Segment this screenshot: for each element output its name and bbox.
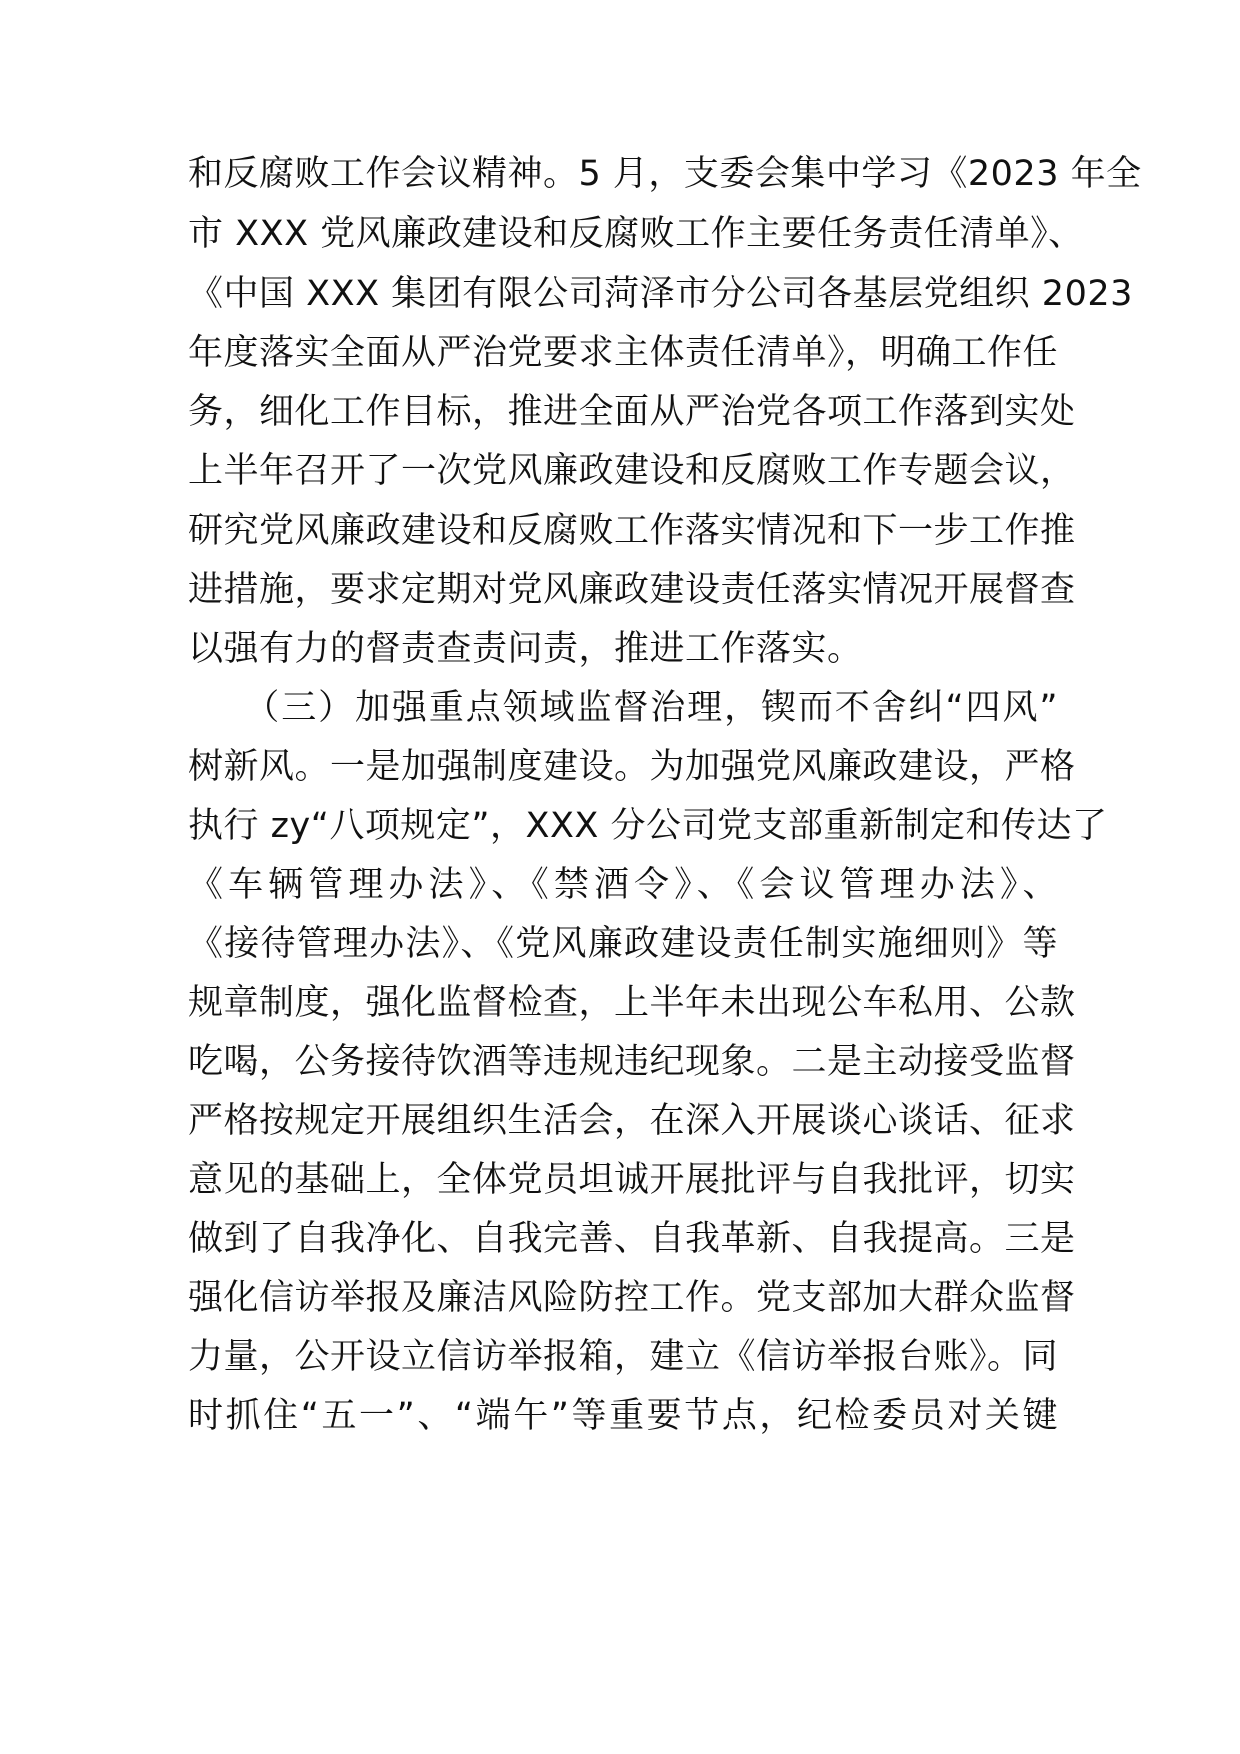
text-line: 年度落实全面从严治党要求主体责任清单》，明确工作任 (188, 333, 1059, 373)
text-line: 《车辆管理办法》、《禁酒令》、《会议管理办法》、 (188, 865, 1058, 905)
text-line: 执行 zy“八项规定”，XXX 分公司党支部重新制定和传达了 (188, 806, 1108, 846)
text-line: 和反腐败工作会议精神。5 月，支委会集中学习《2023 年全 (188, 154, 1142, 194)
text-line: 进措施，要求定期对党风廉政建设责任落实情况开展督查 (188, 570, 1076, 610)
text-line: 吃喝，公务接待饮酒等违规违纪现象。二是主动接受监督 (188, 1042, 1076, 1082)
text-line: 务，细化工作目标，推进全面从严治党各项工作落到实处 (188, 392, 1076, 432)
text-line: 上半年召开了一次党风廉政建设和反腐败工作专题会议， (188, 451, 1076, 491)
text-line: 时抓住“五一”、“端午”等重要节点，纪检委员对关键 (188, 1396, 1058, 1436)
text-line: 研究党风廉政建设和反腐败工作落实情况和下一步工作推 (188, 511, 1076, 551)
text-line: 《中国 XXX 集团有限公司菏泽市分公司各基层党组织 2023 (188, 274, 1133, 314)
section-heading-line: （三）加强重点领域监督治理，锲而不舍纠“四风” (188, 688, 1058, 728)
text-line: 严格按规定开展组织生活会，在深入开展谈心谈话、征求 (188, 1101, 1076, 1141)
text-line: 市 XXX 党风廉政建设和反腐败工作主要任务责任清单》、 (188, 214, 1084, 254)
text-line: 以强有力的督责查责问责，推进工作落实。 (188, 629, 863, 669)
text-line: 力量，公开设立信访举报箱，建立《信访举报台账》。同 (188, 1337, 1059, 1377)
text-line: 规章制度，强化监督检查，上半年未出现公车私用、公款 (188, 983, 1076, 1023)
text-line: 意见的基础上，全体党员坦诚开展批评与自我批评，切实 (188, 1160, 1076, 1200)
text-line: 《接待管理办法》、《党风廉政建设责任制实施细则》等 (188, 924, 1058, 964)
text-line: 树新风。一是加强制度建设。为加强党风廉政建设，严格 (188, 747, 1076, 787)
text-line: 做到了自我净化、自我完善、自我革新、自我提高。三是 (188, 1219, 1076, 1259)
text-line: 强化信访举报及廉洁风险防控工作。党支部加大群众监督 (188, 1278, 1076, 1318)
